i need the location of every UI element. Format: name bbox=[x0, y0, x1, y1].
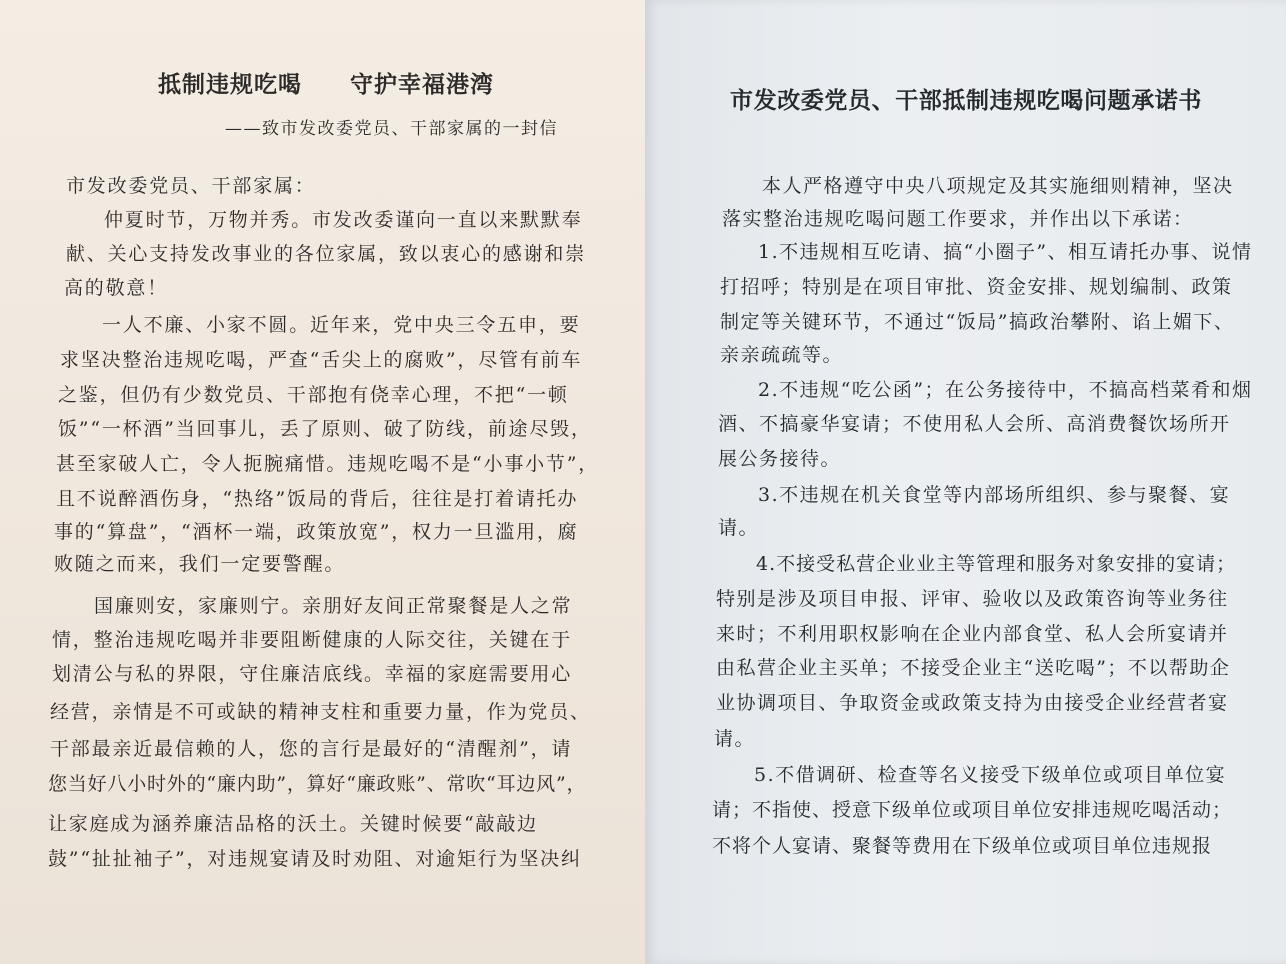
letter-line: 事的“算盘”，“酒杯一端，政策放宽”，权力一旦滥用，腐 bbox=[54, 521, 579, 543]
pledge-line: 4.不接受私营企业业主等管理和服务对象安排的宴请； bbox=[756, 553, 1237, 575]
letter-line: 败随之而来，我们一定要警醒。 bbox=[54, 553, 346, 575]
pledge-line: 展公务接待。 bbox=[718, 448, 842, 470]
pledge-line: 业协调项目、争取资金或政策支持为由接受企业经营者宴 bbox=[716, 692, 1229, 714]
letter-line: 饭”“一杯酒”当回事儿，丢了原则、破了防线，前途尽毁， bbox=[58, 418, 592, 440]
letter-line: 让家庭成为涵养廉洁品格的沃土。关键时候要“敲敲边 bbox=[48, 813, 538, 835]
letter-line: 甚至家破人亡，令人扼腕痛惜。违规吃喝不是“小事小节”， bbox=[56, 453, 600, 475]
letter-line: 情，整治违规吃喝并非要阻断健康的人际交往，关键在于 bbox=[52, 629, 573, 651]
pledge-line: 特别是涉及项目申报、评审、验收以及政策咨询等业务往 bbox=[716, 588, 1229, 610]
pledge-line: 请。 bbox=[714, 728, 756, 750]
letter-line: 求坚决整治违规吃喝，严查“舌尖上的腐败”，尽管有前车 bbox=[60, 349, 583, 371]
letter-title: 抵制违规吃喝 守护幸福港湾 bbox=[158, 71, 494, 98]
letter-subtitle: ——致市发改委党员、干部家属的一封信 bbox=[225, 119, 558, 139]
letter-line: 市发改委党员、干部家属： bbox=[66, 175, 316, 197]
letter-line: 划清公与私的界限，守住廉洁底线。幸福的家庭需要用心 bbox=[52, 663, 573, 685]
letter-line: 您当好八小时外的“廉内助”，算好“廉政账”、常吹“耳边风”， bbox=[48, 773, 587, 795]
pledge-line: 亲亲疏疏等。 bbox=[720, 344, 844, 366]
letter-line: 一人不廉、小家不圆。近年来，党中央三令五申，要 bbox=[102, 314, 581, 336]
pledge-title: 市发改委党员、干部抵制违规吃喝问题承诺书 bbox=[730, 87, 1202, 114]
letter-line: 干部最亲近最信赖的人，您的言行是最好的“清醒剂”，请 bbox=[50, 738, 573, 760]
letter-line: 高的敬意！ bbox=[64, 277, 169, 299]
pledge-line: 请。 bbox=[718, 517, 760, 539]
pledge-line: 请；不指使、授意下级单位或项目单位安排违规吃喝活动； bbox=[712, 799, 1233, 821]
pledge-line: 来时；不利用职权影响在企业内部食堂、私人会所宴请并 bbox=[716, 623, 1229, 645]
letter-line: 之鉴，但仍有少数党员、干部抱有侥幸心理，不把“一顿 bbox=[58, 384, 569, 406]
pledge-line: 打招呼；特别是在项目审批、资金安排、规划编制、政策 bbox=[720, 276, 1233, 298]
pledge-line: 制定等关键环节，不通过“饭局”搞政治攀附、谄上媚下、 bbox=[720, 311, 1235, 333]
pledge-line: 2.不违规“吃公函”；在公务接待中，不搞高档菜肴和烟 bbox=[758, 379, 1253, 401]
pledge-line: 落实整治违规吃喝问题工作要求，并作出以下承诺： bbox=[722, 208, 1194, 230]
right-page-pledge bbox=[645, 0, 1286, 964]
letter-line: 经营，亲情是不可或缺的精神支柱和重要力量，作为党员、 bbox=[50, 701, 591, 723]
pledge-line: 不将个人宴请、聚餐等费用在下级单位或项目单位违规报 bbox=[712, 835, 1213, 857]
pledge-line: 酒、不搞豪华宴请；不使用私人会所、高消费餐饮场所开 bbox=[718, 413, 1231, 435]
letter-line: 献、关心支持发改事业的各位家属，致以衷心的感谢和崇 bbox=[66, 243, 587, 265]
pledge-line: 5.不借调研、检查等名义接受下级单位或项目单位宴 bbox=[754, 764, 1227, 786]
pledge-line: 1.不违规相互吃请、搞“小圈子”、相互请托办事、说情 bbox=[758, 241, 1253, 263]
letter-line: 且不说醉酒伤身，“热络”饭局的背后，往往是打着请托办 bbox=[56, 488, 579, 510]
letter-line: 仲夏时节，万物并秀。市发改委谨向一直以来默默奉 bbox=[104, 209, 583, 231]
pledge-line: 本人严格遵守中央八项规定及其实施细则精神，坚决 bbox=[762, 175, 1234, 197]
pledge-line: 3.不违规在机关食堂等内部场所组织、参与聚餐、宴 bbox=[758, 484, 1231, 506]
pledge-line: 由私营企业主买单；不接受企业主“送吃喝”；不以帮助企 bbox=[716, 657, 1231, 679]
letter-line: 鼓”“扯扯袖子”，对违规宴请及时劝阻、对逾矩行为坚决纠 bbox=[48, 848, 582, 870]
letter-line: 国廉则安，家廉则宁。亲朋好友间正常聚餐是人之常 bbox=[94, 595, 573, 617]
